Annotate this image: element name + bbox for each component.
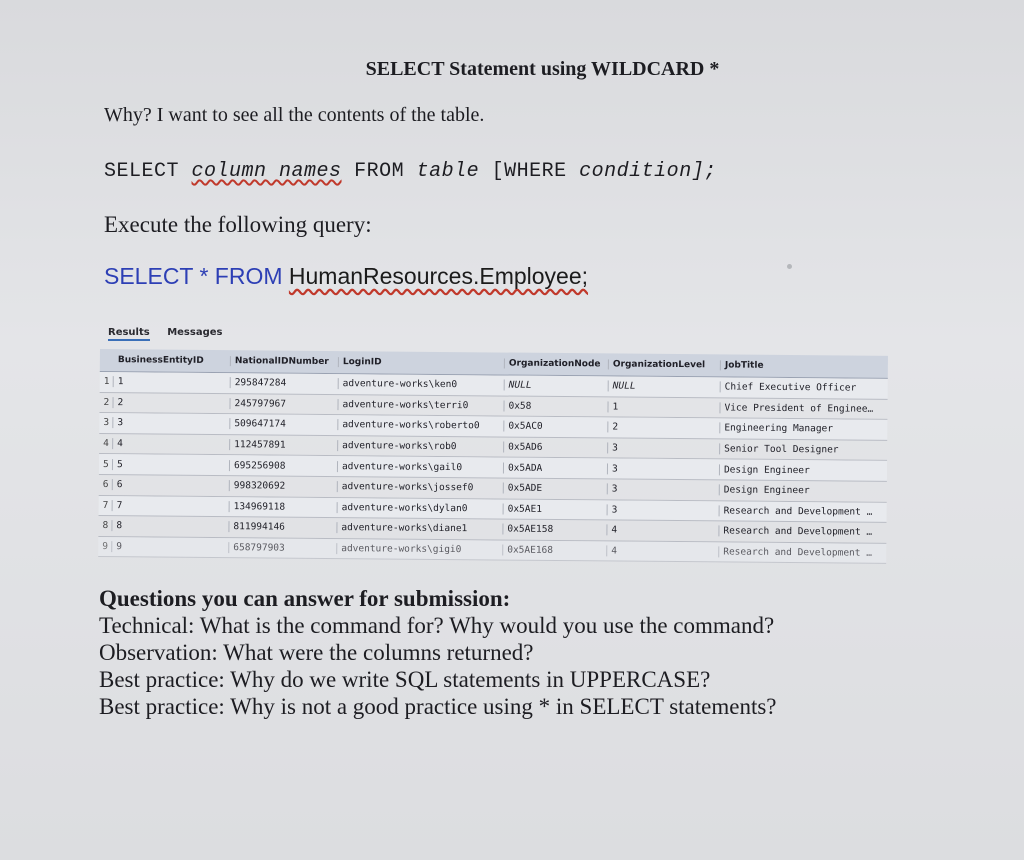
table-cell[interactable]: Engineering Manager: [719, 423, 887, 435]
table-cell[interactable]: 3: [607, 504, 719, 516]
table-cell[interactable]: 811994146: [228, 522, 336, 534]
table-cell[interactable]: 2: [117, 397, 124, 409]
table-cell[interactable]: 4: [117, 438, 123, 450]
row-number[interactable]: 2: [99, 397, 113, 408]
query-object: HumanResources.Employee;: [288, 263, 589, 289]
table-cell[interactable]: adventure-works\dylan0: [337, 502, 503, 514]
header-col[interactable]: BusinessEntityID: [117, 355, 204, 366]
syntax-table: table: [416, 160, 480, 183]
table-cell[interactable]: 0x5AE1: [503, 503, 607, 515]
question-item: Best practice: Why is not a good practice using * in SELECT statements?: [99, 694, 777, 719]
execute-label: Execute the following query:: [104, 212, 372, 237]
table-cell[interactable]: Research and Development …: [718, 526, 886, 538]
table-cell[interactable]: Senior Tool Designer: [719, 443, 887, 455]
syntax-line: [104, 160, 717, 183]
syntax-condition: condition];: [579, 160, 717, 183]
table-cell[interactable]: 658797903: [228, 542, 336, 554]
table-cell[interactable]: 0x5AC0: [503, 421, 607, 433]
row-number[interactable]: 7: [99, 500, 113, 511]
table-cell[interactable]: 7: [116, 500, 123, 512]
table-cell[interactable]: adventure-works\diane1: [336, 523, 502, 535]
table-cell[interactable]: 134969118: [229, 501, 337, 513]
table-cell[interactable]: Research and Development …: [719, 505, 887, 517]
question-item: Observation: What were the columns returned?: [99, 640, 534, 665]
row-number[interactable]: 6: [99, 479, 113, 490]
table-cell[interactable]: 509647174: [229, 419, 337, 431]
results-grid: [98, 349, 888, 564]
table-cell[interactable]: 0x5AD6: [503, 442, 607, 454]
table-cell[interactable]: Chief Executive Officer: [720, 382, 888, 394]
dust-speck: [787, 264, 792, 269]
table-cell[interactable]: 3: [117, 417, 124, 429]
table-cell[interactable]: adventure-works\roberto0: [337, 420, 503, 432]
table-cell[interactable]: Design Engineer: [719, 485, 887, 497]
syntax-select: SELECT: [104, 160, 180, 183]
table-cell[interactable]: 8: [116, 520, 123, 532]
table-cell[interactable]: Vice President of Enginee…: [719, 402, 887, 414]
header-col[interactable]: JobTitle: [720, 360, 888, 371]
table-cell[interactable]: 0x5AE158: [502, 524, 606, 536]
slide-title: SELECT Statement using WILDCARD *: [365, 58, 720, 80]
table-cell[interactable]: 3: [607, 443, 719, 455]
header-col[interactable]: NationalIDNumber: [230, 356, 338, 367]
syntax-from: FROM: [354, 160, 405, 183]
table-cell[interactable]: 0x58: [503, 400, 607, 412]
table-cell[interactable]: NULL: [608, 381, 720, 393]
table-cell[interactable]: 245797967: [229, 398, 337, 410]
table-cell[interactable]: 4: [606, 545, 718, 557]
row-number[interactable]: 3: [99, 417, 113, 428]
table-cell[interactable]: 1: [117, 376, 124, 388]
questions-heading: Questions you can answer for submission:: [99, 586, 511, 611]
table-cell[interactable]: 5: [116, 458, 123, 470]
grid-body: [98, 372, 888, 564]
row-number[interactable]: 9: [98, 541, 112, 552]
questions-block: [99, 585, 777, 720]
table-cell[interactable]: adventure-works\terri0: [337, 399, 503, 411]
table-cell[interactable]: 112457891: [229, 439, 337, 451]
syntax-columns: column names: [191, 160, 342, 183]
question-item: Best practice: Why do we write SQL statements in UPPERCASE?: [99, 667, 711, 692]
table-cell[interactable]: 998320692: [229, 480, 337, 492]
table-cell[interactable]: 3: [607, 463, 719, 475]
table-cell[interactable]: adventure-works\gail0: [337, 461, 503, 473]
table-cell[interactable]: 9: [116, 541, 123, 553]
syntax-where: [WHERE: [491, 160, 567, 183]
query-prefix: SELECT * FROM: [104, 263, 289, 289]
table-cell[interactable]: NULL: [504, 380, 608, 392]
question-item: Technical: What is the command for? Why would you use the command?: [99, 613, 775, 638]
table-cell[interactable]: 3: [607, 484, 719, 496]
table-cell[interactable]: 2: [607, 422, 719, 434]
table-cell[interactable]: 295847284: [230, 377, 338, 389]
table-cell[interactable]: Design Engineer: [719, 464, 887, 476]
query-line: [104, 263, 588, 290]
header-col[interactable]: OrganizationLevel: [608, 359, 720, 370]
table-cell[interactable]: adventure-works\rob0: [337, 440, 503, 452]
header-col[interactable]: OrganizationNode: [504, 359, 608, 370]
why-text: Why? I want to see all the contents of the table.: [104, 104, 485, 126]
tab-results[interactable]: Results: [108, 327, 150, 341]
table-cell[interactable]: 1: [607, 401, 719, 413]
row-number[interactable]: 8: [98, 520, 112, 531]
table-cell[interactable]: 0x5AE168: [502, 545, 606, 557]
table-cell[interactable]: 0x5ADE: [503, 483, 607, 495]
row-number[interactable]: 5: [99, 459, 113, 470]
table-cell[interactable]: adventure-works\gigi0: [336, 543, 502, 555]
result-tabs: [108, 327, 236, 338]
table-cell[interactable]: 695256908: [229, 460, 337, 472]
table-cell[interactable]: Research and Development …: [718, 546, 886, 558]
row-number[interactable]: 4: [99, 438, 113, 449]
table-cell[interactable]: 6: [116, 479, 123, 491]
table-cell[interactable]: adventure-works\ken0: [338, 378, 504, 390]
table-cell[interactable]: 0x5ADA: [503, 462, 607, 474]
header-col[interactable]: LoginID: [338, 357, 504, 368]
table-cell[interactable]: adventure-works\jossef0: [337, 481, 503, 493]
row-number[interactable]: 1: [100, 376, 114, 387]
tab-messages[interactable]: Messages: [167, 327, 223, 338]
table-cell[interactable]: 4: [606, 525, 718, 537]
